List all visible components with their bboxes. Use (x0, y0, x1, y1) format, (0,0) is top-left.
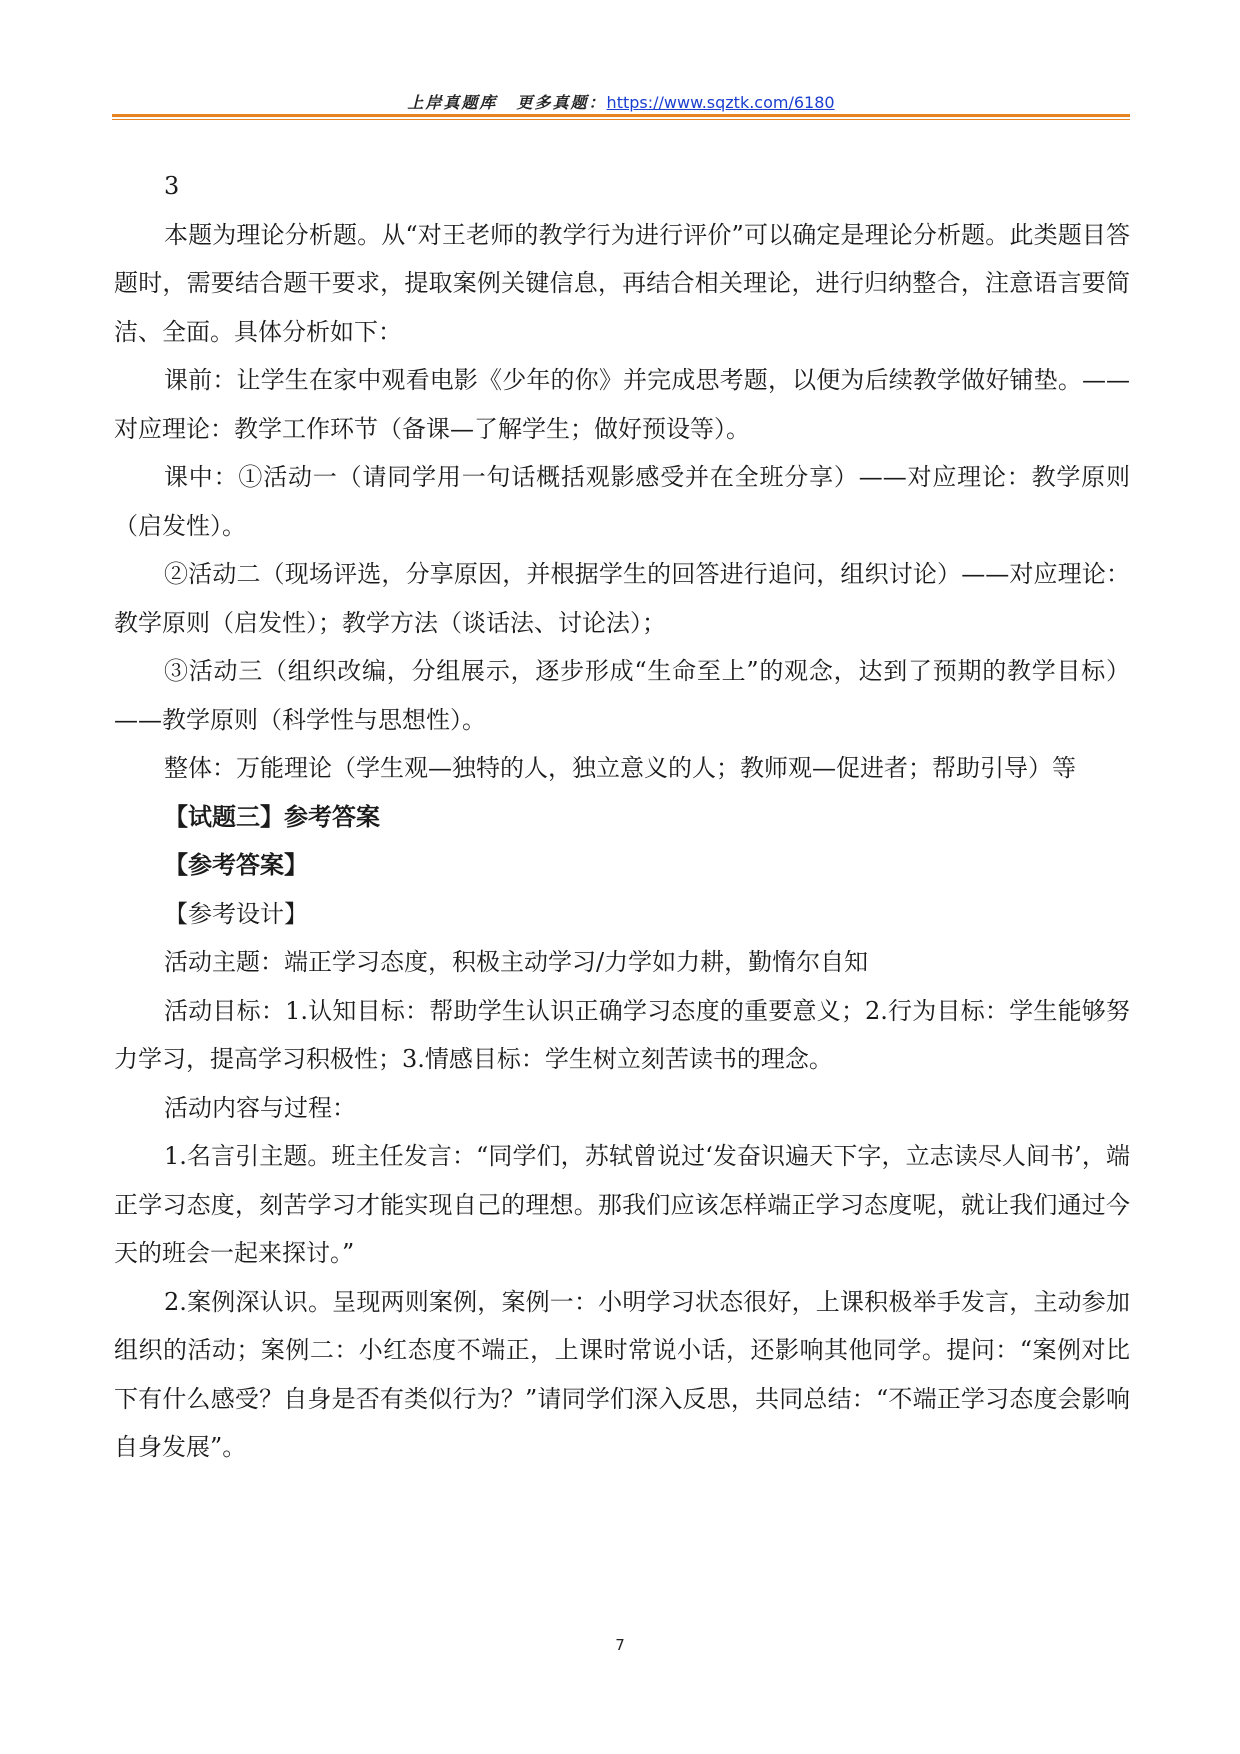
header-rule (112, 114, 1130, 117)
paragraph-step-two: 2.案例深认识。呈现两则案例，案例一：小明学习状态很好，上课积极举手发言，主动参加组织的活动；案例二：小红态度不端正，上课时常说小话，还影响其他同学。提问：“案例对比下有什么感受？自身是否有类似行为？”请同学们深入反思，共同总结：“不端正学习态度会影响自身发展”。 (114, 1287, 1130, 1461)
paragraph-content-heading: 活动内容与过程： (164, 1093, 356, 1122)
paragraph-activity-three: ③活动三（组织改编，分组展示，逐步形成“生命至上”的观念，达到了预期的教学目标）——教学原则（科学性与思想性）。 (114, 657, 1130, 734)
header-more-label: 更多真题： (516, 93, 607, 112)
page-header (112, 90, 1130, 113)
paragraph-activity-theme: 活动主题：端正学习态度，积极主动学习/力学如力耕，勤惰尔自知 (164, 948, 869, 976)
answer-number: 3 (164, 172, 180, 200)
paragraph-activity-two: ②活动二（现场评选，分享原因，并根据学生的回答进行追问，组织讨论）——对应理论：教学原则（启发性）；教学方法（谈话法、讨论法）； (114, 560, 1130, 637)
paragraph-overall: 整体：万能理论（学生观—独特的人，独立意义的人；教师观—促进者；帮助引导）等 (164, 754, 1076, 782)
paragraph-intro: 本题为理论分析题。从“对王老师的教学行为进行评价”可以确定是理论分析题。此类题目答题时，需要结合题干要求，提取案例关键信息，再结合相关理论，进行归纳整合，注意语言要简洁、全面。具体分析如下： (114, 220, 1130, 346)
paragraph-step-one: 1.名言引主题。班主任发言：“同学们，苏轼曾说过‘发奋识遍天下字，立志读尽人间书’，端正学习态度，刻苦学习才能实现自己的理想。那我们应该怎样端正学习态度呢，就让我们通过今天的班会一起来探讨。” (114, 1142, 1130, 1267)
section-heading-question-three: 【试题三】参考答案 (164, 801, 380, 831)
document-body (114, 162, 1130, 1472)
paragraph-activity-goals: 活动目标：1.认知目标：帮助学生认识正确学习态度的重要意义；2.行为目标：学生能够努力学习，提高学习积极性；3.情感目标：学生树立刻苦读书的理念。 (114, 996, 1130, 1073)
section-heading-reference-answer: 【参考答案】 (164, 850, 308, 879)
section-heading-reference-design: 【参考设计】 (164, 899, 308, 928)
paragraph-activity-one: 课中：①活动一（请同学用一句话概括观影感受并在全班分享）——对应理论：教学原则（启发性）。 (114, 463, 1130, 540)
paragraph-before-class: 课前：让学生在家中观看电影《少年的你》并完成思考题，以便为后续教学做好铺垫。——对应理论：教学工作环节（备课—了解学生；做好预设等）。 (114, 366, 1130, 443)
header-link[interactable]: https://www.sqztk.com/6180 (606, 93, 835, 112)
header-rule-thin (112, 119, 1130, 120)
header-brand: 上岸真题库 (407, 93, 498, 112)
page-number: 7 (615, 1636, 625, 1654)
